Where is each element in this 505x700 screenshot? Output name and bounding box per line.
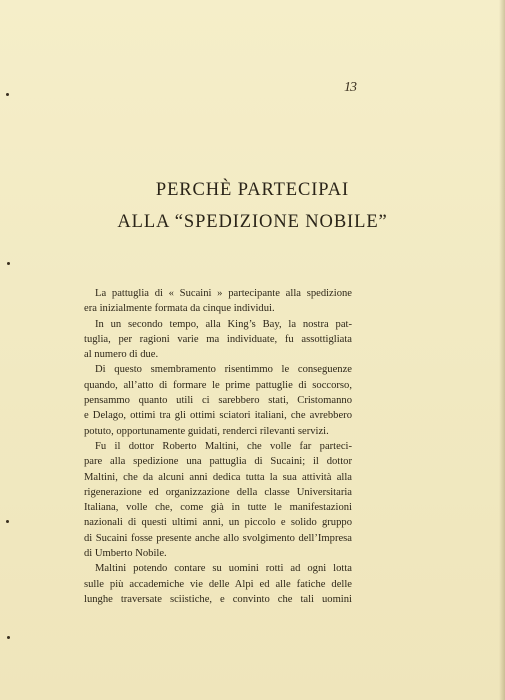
body-text [84,286,352,607]
text-line: rigenerazione ed organizzazione della classe Universitaria [84,486,352,498]
text-line: tuglia, per ragioni varie ma individuate, fu assottigliata [84,333,352,345]
text-line: era inizialmente formata da cinque individui. [84,303,275,315]
text-line: e Delago, ottimi tra gli ottimi sciatori italiani, che avrebbero [84,410,352,422]
text-line: di Sucaini fosse presente anche allo svolgimento dell’Impresa [84,532,352,544]
text-line: nazionali di questi ultimi anni, un piccolo e solido gruppo [84,517,352,529]
margin-speck [7,262,10,265]
chapter-title-line-2: ALLA “SPEDIZIONE NOBILE” [117,212,388,232]
text-line: sulle più accademiche vie delle Alpi ed alle fatiche delle [84,578,352,590]
margin-speck [6,520,9,523]
text-line: quando, all’atto di formare le prime pattuglie di soccorso, [84,379,352,391]
text-line: Italiana, volle che, come già in tutte le manifestazioni [84,502,352,514]
page-edge-shadow [499,0,505,700]
chapter-title-line-1: PERCHÈ PARTECIPAI [155,180,350,200]
text-line: In un secondo tempo, alla King’s Bay, la nostra pat- [95,318,352,330]
text-line: Maltini potendo contare su uomini rotti ad ogni lotta [95,563,352,575]
page-number: 13 [344,80,356,95]
text-line: pare alla spedizione una pattuglia di Sucaini; il dottor [84,456,352,468]
text-line: La pattuglia di « Sucaini » partecipante alla spedizione [95,288,352,299]
text-line: Di questo smembramento risentimmo le conseguenze [95,364,352,376]
text-line: Maltini, che da alcuni anni dedica tutta la sua attività alla [84,471,352,483]
text-line: di Umberto Nobile. [84,548,167,560]
text-line: al numero di due. [84,349,159,361]
margin-speck [7,636,10,639]
margin-speck [6,93,9,96]
chapter-title [0,174,505,238]
text-line: Fu il dottor Roberto Maltini, che volle far parteci- [95,440,352,452]
text-line: pensammo quanto utili ci sarebbero stati, Cristomanno [84,395,352,407]
text-line: lunghe traversate sciistiche, e convinto che tali uomini [84,593,352,605]
text-line: potuto, opportunamente guidati, renderci rilevanti servizi. [84,425,329,437]
